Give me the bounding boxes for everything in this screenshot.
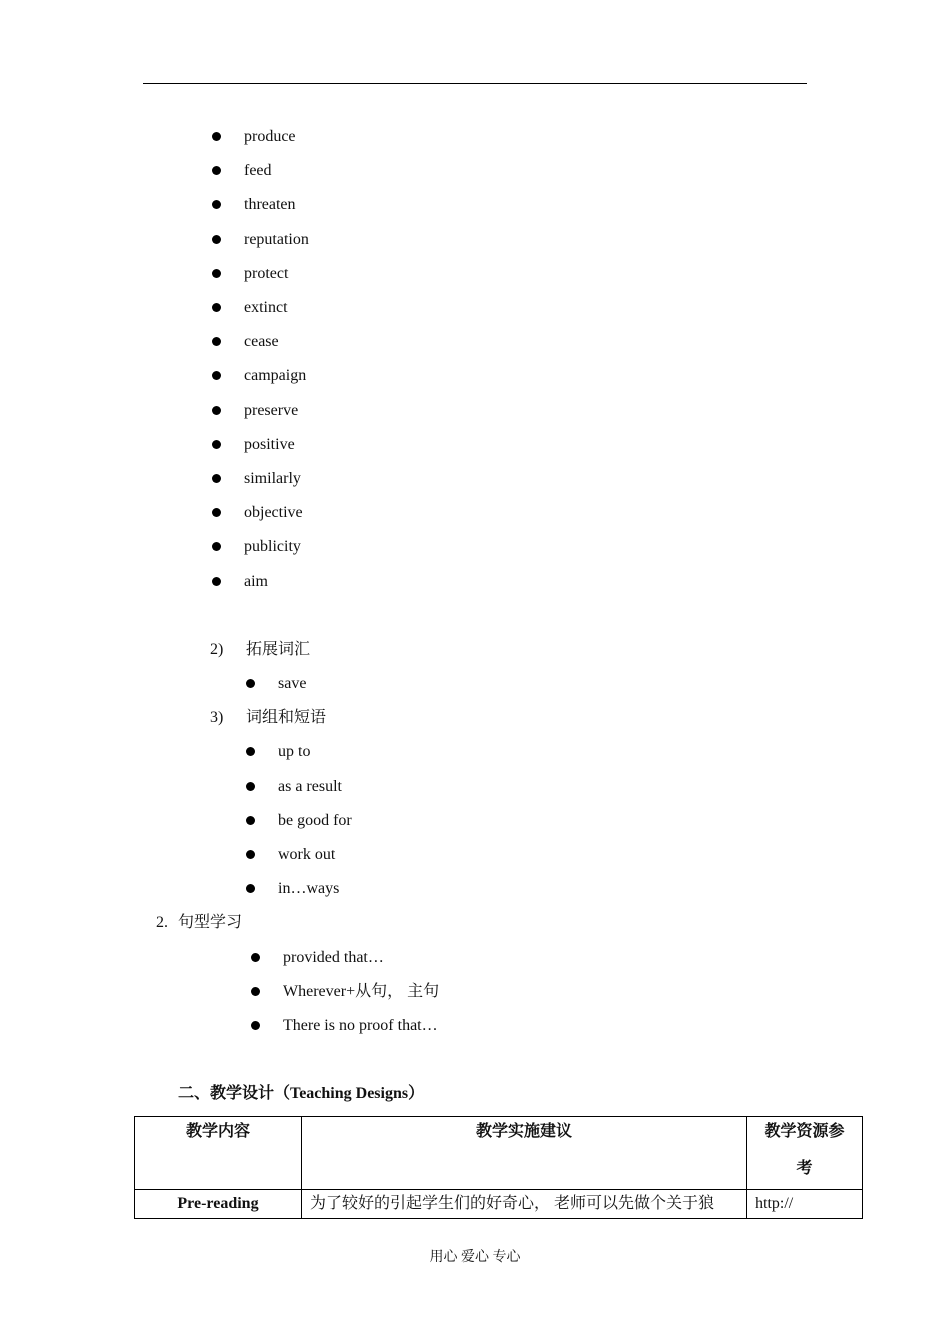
list-item: threaten <box>244 196 296 213</box>
list-item: preserve <box>244 402 299 419</box>
list-item: provided that… <box>283 949 384 966</box>
bullet-icon <box>246 816 255 825</box>
bullet-icon <box>212 132 221 141</box>
section-number: 3) <box>210 709 224 726</box>
list-item: save <box>278 675 307 692</box>
bullet-icon <box>212 200 221 209</box>
bullet-icon <box>212 337 221 346</box>
bullet-icon <box>212 166 221 175</box>
section-title: 句型学习 <box>178 914 243 931</box>
table-header-cell-line: 教学资源参 <box>764 1123 845 1140</box>
list-item: produce <box>244 128 296 145</box>
list-item: protect <box>244 265 289 282</box>
list-item: Wherever+从句， 主句 <box>283 983 440 1000</box>
list-item: publicity <box>244 538 301 555</box>
list-item: There is no proof that… <box>283 1017 438 1034</box>
bullet-icon <box>251 1021 260 1030</box>
bullet-icon <box>212 542 221 551</box>
bullet-icon <box>212 269 221 278</box>
page-footer: 用心 爱心 专心 <box>429 1250 521 1265</box>
section-title: 词组和短语 <box>246 709 327 726</box>
section-number: 2) <box>210 641 224 658</box>
list-item: aim <box>244 573 268 590</box>
bullet-icon <box>212 303 221 312</box>
bullet-icon <box>246 884 255 893</box>
section-heading: 二、教学设计（Teaching Designs） <box>178 1085 425 1102</box>
bullet-icon <box>212 474 221 483</box>
bullet-icon <box>251 953 260 962</box>
list-item: feed <box>244 162 272 179</box>
list-item: positive <box>244 436 295 453</box>
list-item: campaign <box>244 367 307 384</box>
bullet-icon <box>212 235 221 244</box>
table-row <box>135 1190 863 1219</box>
table-header-cell: 教学内容 <box>135 1117 302 1190</box>
list-item: be good for <box>278 812 352 829</box>
bullet-icon <box>246 747 255 756</box>
bullet-icon <box>212 577 221 586</box>
table-cell: http:// <box>747 1190 863 1219</box>
section-number: 2. <box>156 914 168 931</box>
list-item: in…ways <box>278 880 340 897</box>
bullet-icon <box>212 371 221 380</box>
list-item: up to <box>278 743 311 760</box>
table-cell: Pre-reading <box>135 1190 302 1219</box>
section-title: 拓展词汇 <box>246 641 311 658</box>
list-item: cease <box>244 333 279 350</box>
list-item: as a result <box>278 778 342 795</box>
bullet-icon <box>246 850 255 859</box>
table-cell: 为了较好的引起学生们的好奇心， 老师可以先做个关于狼 <box>302 1190 747 1219</box>
bullet-icon <box>212 508 221 517</box>
bullet-icon <box>212 440 221 449</box>
list-item: reputation <box>244 231 309 248</box>
table-header-cell <box>747 1117 863 1190</box>
bullet-icon <box>251 987 260 996</box>
list-item: objective <box>244 504 303 521</box>
table-header-row <box>135 1117 863 1190</box>
header-rule <box>143 83 807 84</box>
list-item: extinct <box>244 299 288 316</box>
list-item: work out <box>278 846 336 863</box>
table-header-cell: 教学实施建议 <box>302 1117 747 1190</box>
bullet-icon <box>246 679 255 688</box>
bullet-icon <box>212 406 221 415</box>
table-header-cell-line: 考 <box>796 1160 813 1177</box>
bullet-icon <box>246 782 255 791</box>
list-item: similarly <box>244 470 301 487</box>
teaching-design-table <box>134 1116 863 1219</box>
